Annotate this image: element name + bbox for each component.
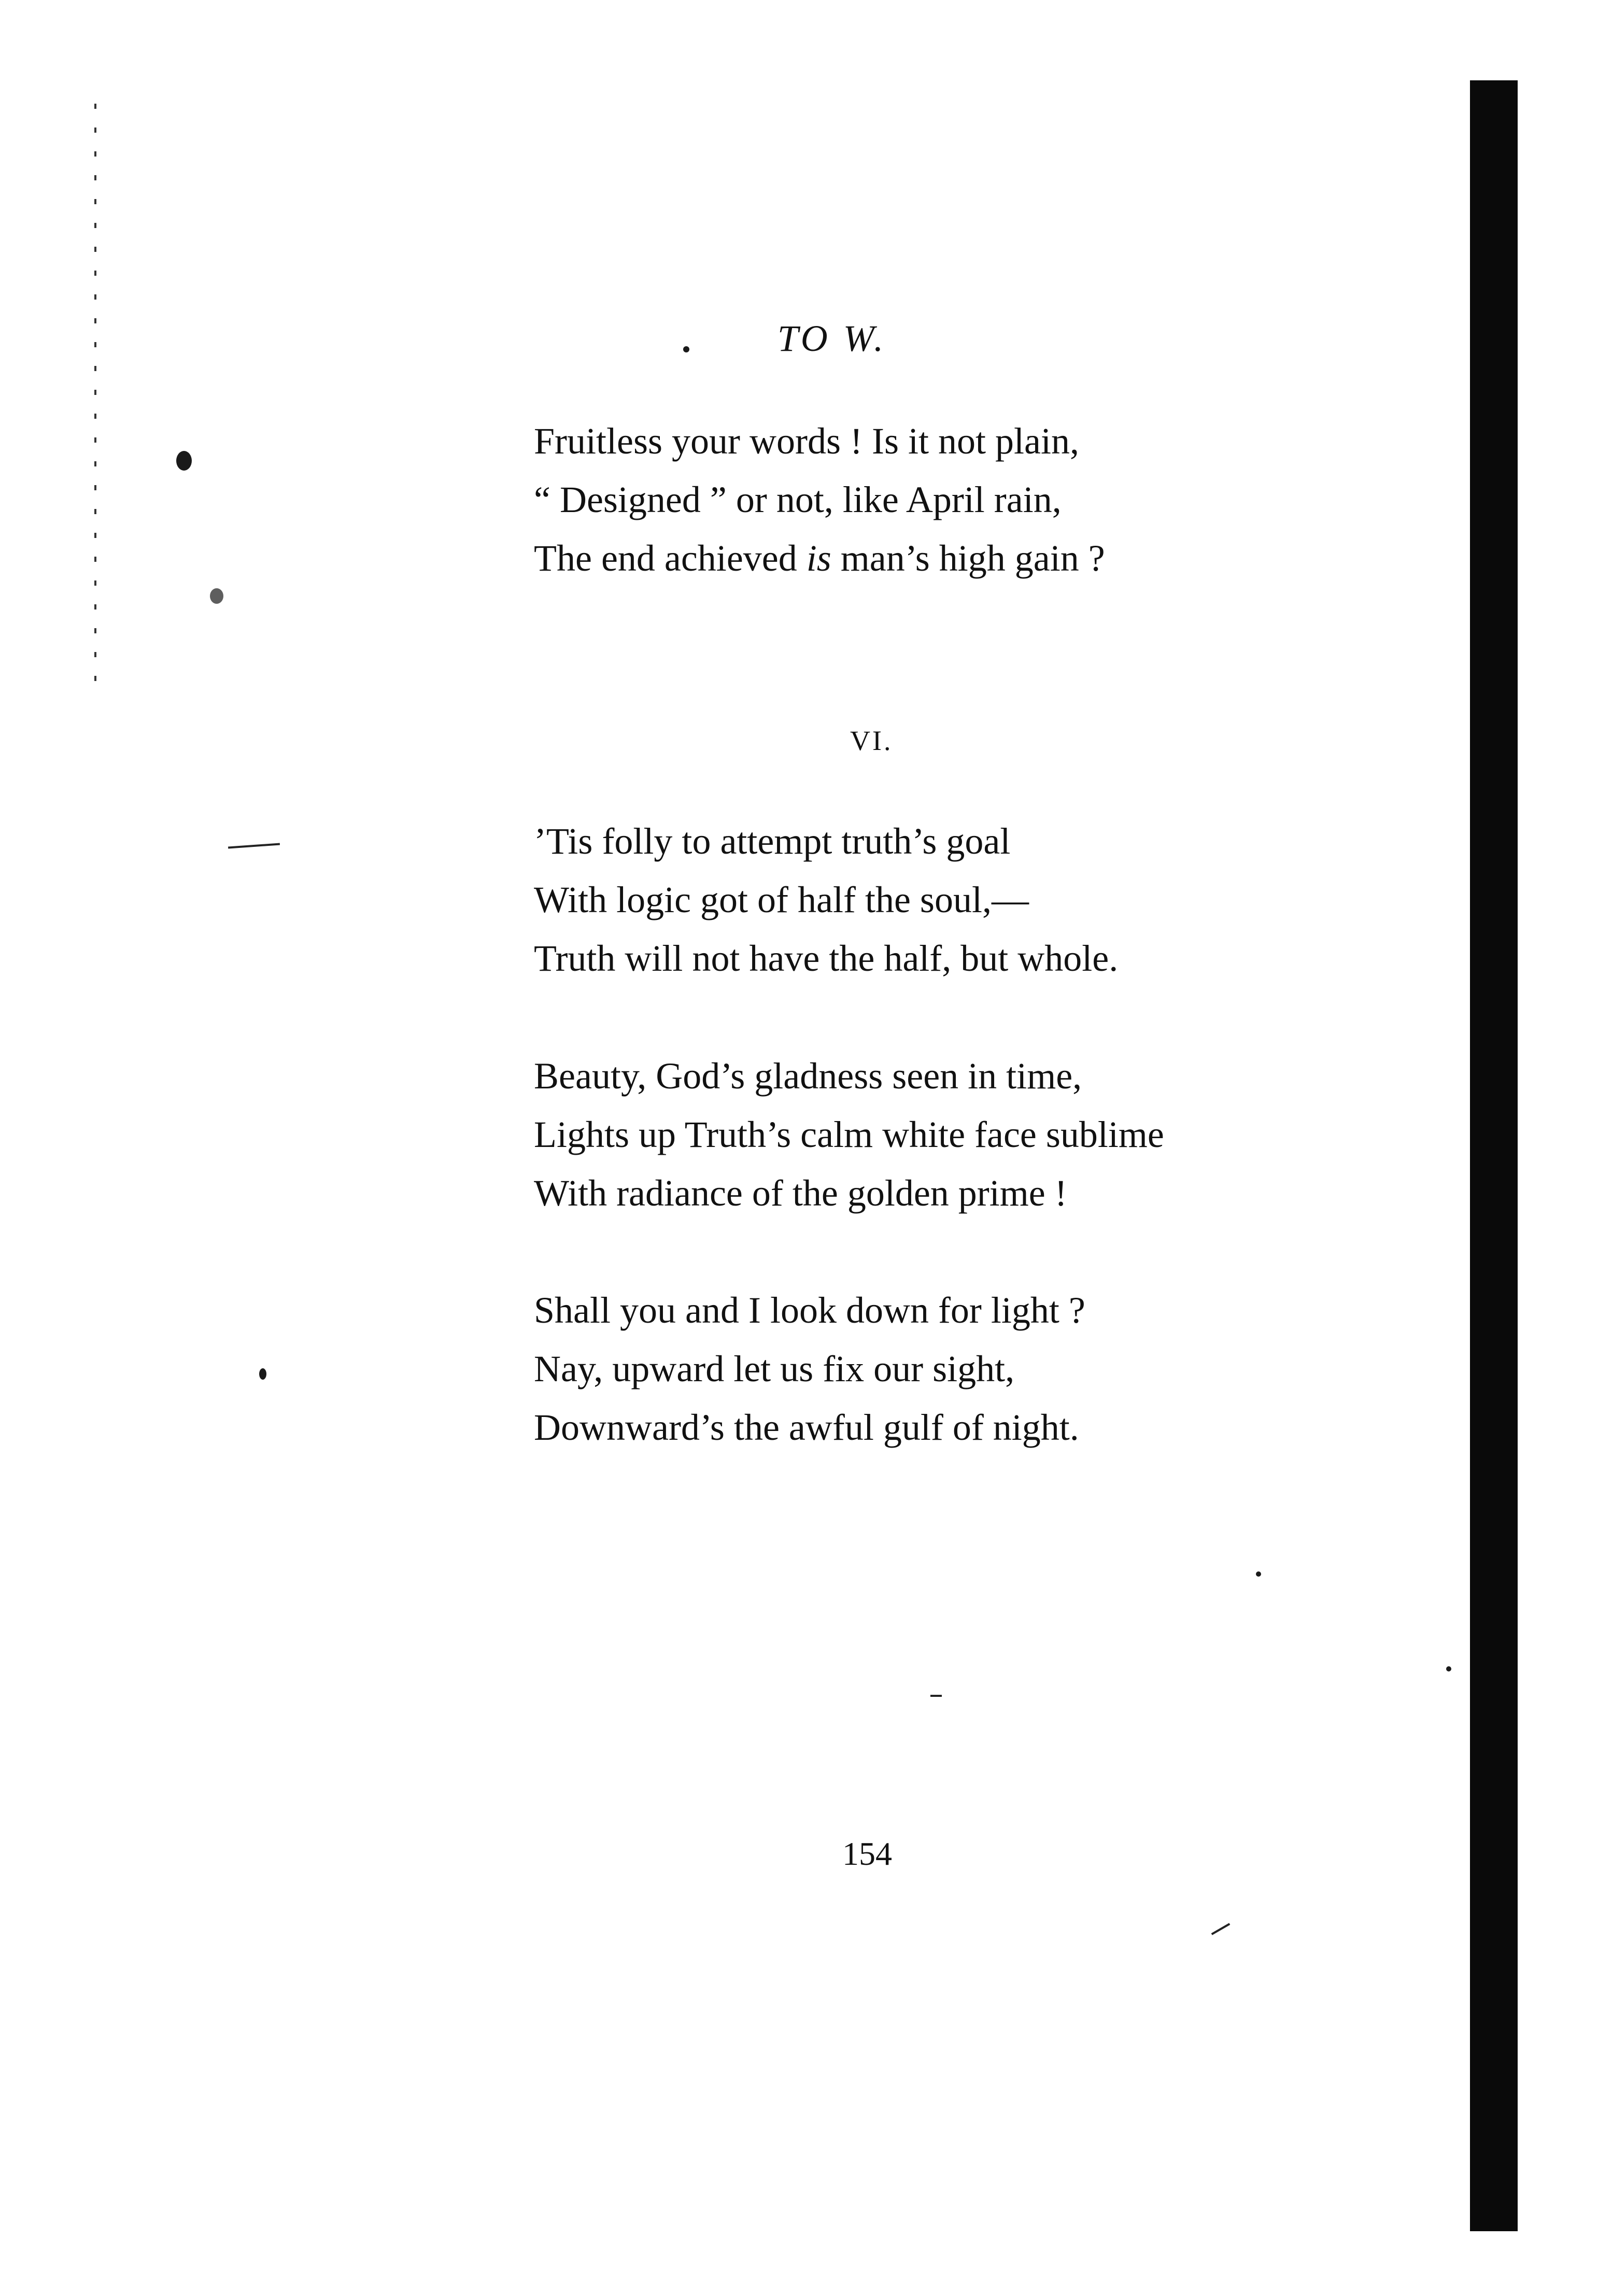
- speck: [176, 451, 192, 471]
- stray-mark: [930, 1695, 942, 1697]
- stray-mark: [228, 843, 280, 849]
- emphasized-word: is: [806, 537, 831, 579]
- poem-line: Downward’s the awful gulf of night.: [534, 1407, 1079, 1448]
- poem-line: Shall you and I look down for light ?: [534, 1289, 1085, 1331]
- poem-line: With logic got of half the soul,—: [534, 879, 1029, 920]
- poem-line: ’Tis folly to attempt truth’s goal: [534, 820, 1011, 862]
- speck: [683, 346, 689, 352]
- speck: [210, 588, 223, 604]
- poem-line-text: man’s high gain ?: [831, 537, 1105, 579]
- stray-mark: [1211, 1923, 1231, 1935]
- poem-line: Truth will not have the half, but whole.: [534, 938, 1119, 979]
- poem-line: [534, 537, 1105, 579]
- poem-line: With radiance of the golden prime !: [534, 1172, 1067, 1214]
- speck: [1256, 1571, 1261, 1577]
- left-edge-marks: [94, 104, 96, 689]
- page-number: 154: [842, 1835, 892, 1872]
- poem-line: Nay, upward let us fix our sight,: [534, 1348, 1015, 1390]
- binding-shadow-bar: [1470, 80, 1518, 2231]
- running-head: TO W.: [777, 318, 887, 359]
- speck: [259, 1368, 266, 1380]
- poem-line: Lights up Truth’s calm white face sublime: [534, 1114, 1164, 1155]
- poem-line: “ Designed ” or not, like April rain,: [534, 479, 1062, 520]
- poem-line: Beauty, God’s gladness seen in time,: [534, 1055, 1082, 1097]
- section-number: VI.: [850, 725, 893, 756]
- speck: [1446, 1666, 1451, 1671]
- poem-line: Fruitless your words ! Is it not plain,: [534, 420, 1079, 462]
- poem-line-text: The end achieved: [534, 537, 807, 579]
